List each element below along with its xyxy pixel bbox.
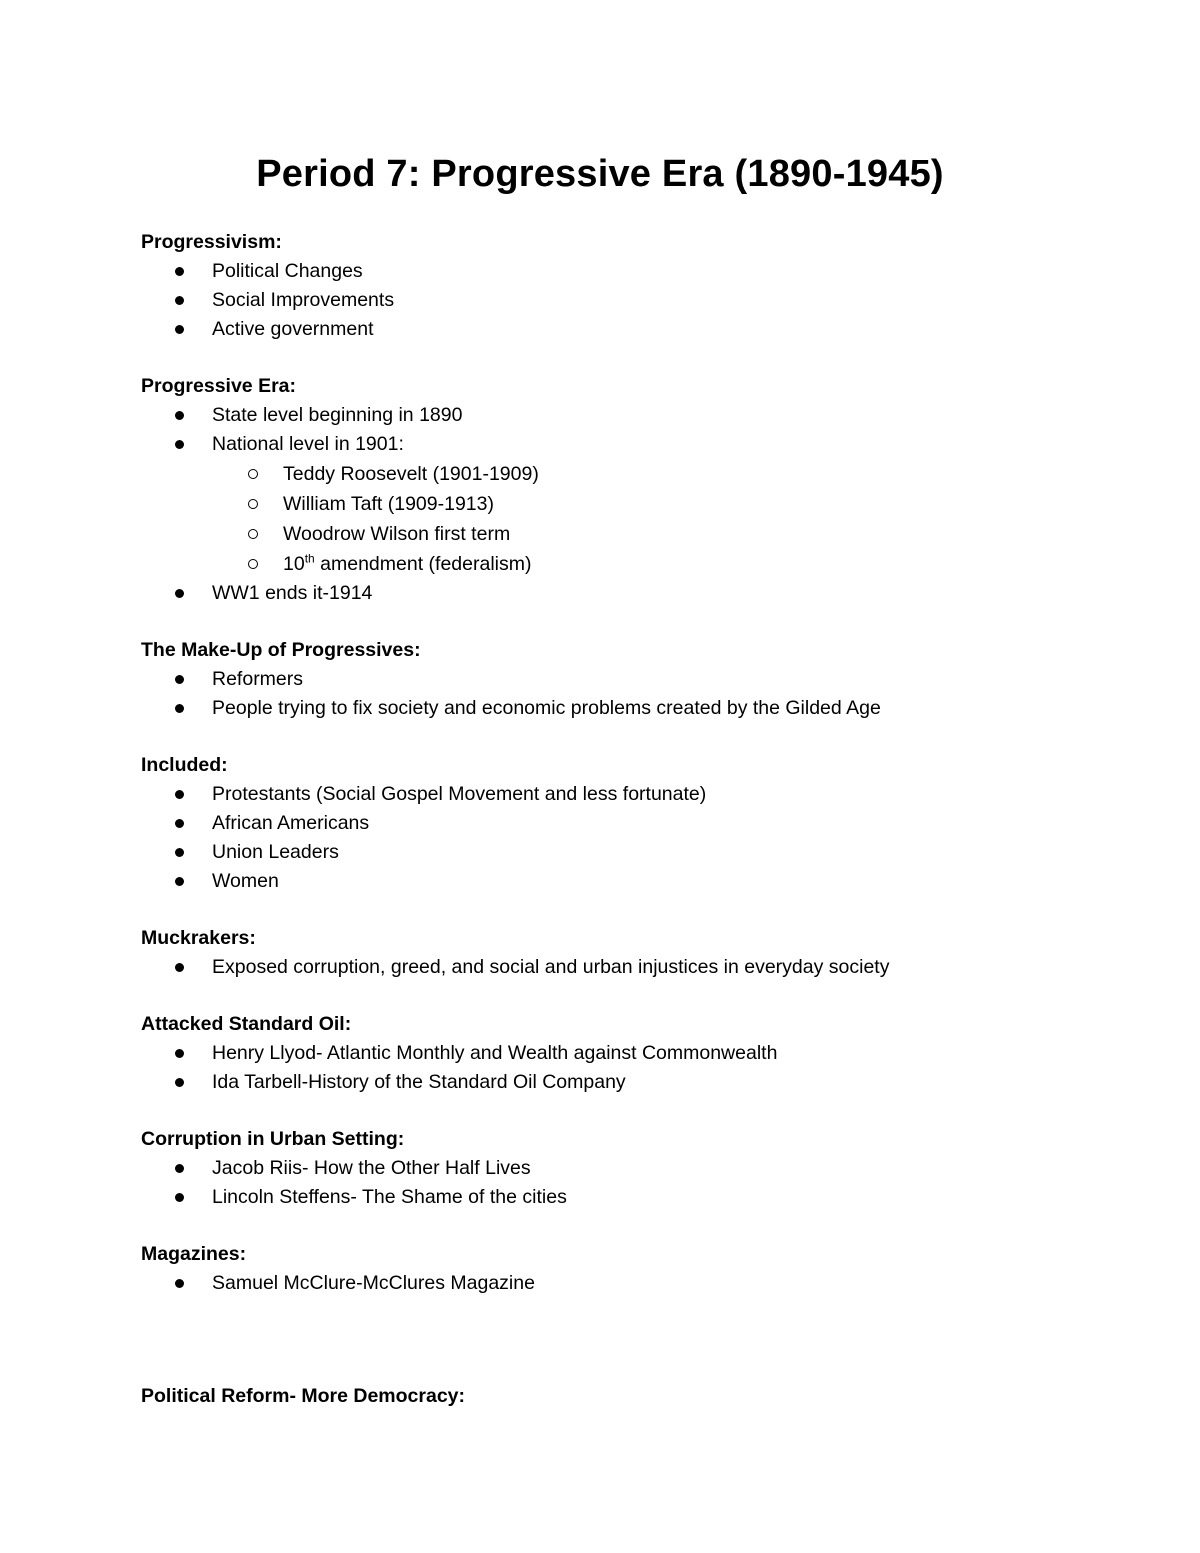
bullet-icon bbox=[175, 790, 184, 799]
bullet-icon bbox=[175, 440, 184, 449]
bullet-icon bbox=[175, 1049, 184, 1058]
bullet-icon bbox=[175, 819, 184, 828]
section-heading: Progressive Era: bbox=[141, 375, 297, 397]
hollow-bullet-icon bbox=[248, 529, 258, 539]
list-item: Jacob Riis- How the Other Half Lives bbox=[141, 1154, 1061, 1183]
section-heading: The Make-Up of Progressives: bbox=[141, 639, 421, 661]
section-heading: Progressivism: bbox=[141, 231, 282, 253]
list-item: Reformers bbox=[141, 665, 1061, 694]
section-urban-corruption bbox=[141, 1125, 1061, 1212]
hollow-bullet-icon bbox=[248, 499, 258, 509]
bullet-icon bbox=[175, 1078, 184, 1087]
list-item: Active government bbox=[141, 315, 1061, 344]
section-political-reform bbox=[141, 1382, 1061, 1411]
section-standard-oil bbox=[141, 1010, 1061, 1097]
bullet-list bbox=[141, 1269, 1061, 1298]
hollow-bullet-icon bbox=[248, 469, 258, 479]
list-item: People trying to fix society and economic problems created by the Gilded Age bbox=[141, 694, 1061, 723]
section-heading: Political Reform- More Democracy: bbox=[141, 1385, 466, 1407]
list-item: Women bbox=[141, 867, 1061, 896]
sub-list-item: William Taft (1909-1913) bbox=[141, 489, 1061, 519]
bullet-icon bbox=[175, 1164, 184, 1173]
list-item: State level beginning in 1890 bbox=[141, 401, 1061, 430]
list-item: African Americans bbox=[141, 809, 1061, 838]
hollow-bullet-icon bbox=[248, 559, 258, 569]
section-heading: Magazines: bbox=[141, 1243, 247, 1265]
page-title: Period 7: Progressive Era (1890-1945) bbox=[256, 153, 944, 195]
bullet-list bbox=[141, 1039, 1061, 1097]
bullet-icon bbox=[175, 704, 184, 713]
bullet-list bbox=[141, 1154, 1061, 1212]
bullet-list bbox=[141, 780, 1061, 896]
bullet-icon bbox=[175, 877, 184, 886]
bullet-list bbox=[141, 953, 1061, 982]
section-progressive-era bbox=[141, 372, 1061, 608]
list-item: Samuel McClure-McClures Magazine bbox=[141, 1269, 1061, 1298]
list-item: WW1 ends it-1914 bbox=[141, 579, 1061, 608]
sub-list-item: 10th amendment (federalism) bbox=[141, 549, 1061, 579]
bullet-icon bbox=[175, 1279, 184, 1288]
list-item: Exposed corruption, greed, and social and urban injustices in everyday society bbox=[141, 953, 1061, 982]
section-magazines bbox=[141, 1240, 1061, 1298]
list-item: Political Changes bbox=[141, 257, 1061, 286]
bullet-icon bbox=[175, 675, 184, 684]
bullet-icon bbox=[175, 848, 184, 857]
list-item: National level in 1901: Teddy Roosevelt (1901-1909) William Taft (1909-1913) Woodrow Wilson first term 10th amendment (federalism) bbox=[141, 430, 1061, 579]
blank-space bbox=[141, 1326, 1061, 1382]
list-item: Social Improvements bbox=[141, 286, 1061, 315]
section-included bbox=[141, 751, 1061, 896]
section-heading: Muckrakers: bbox=[141, 927, 256, 949]
bullet-icon bbox=[175, 589, 184, 598]
bullet-list bbox=[141, 665, 1061, 723]
bullet-list bbox=[141, 257, 1061, 344]
list-item: Union Leaders bbox=[141, 838, 1061, 867]
sub-list-item: Woodrow Wilson first term bbox=[141, 519, 1061, 549]
bullet-icon bbox=[175, 296, 184, 305]
section-heading: Corruption in Urban Setting: bbox=[141, 1128, 405, 1150]
sub-bullet-list bbox=[141, 459, 1061, 579]
list-item: Henry Llyod- Atlantic Monthly and Wealth against Commonwealth bbox=[141, 1039, 1061, 1068]
section-makeup bbox=[141, 636, 1061, 723]
section-heading: Included: bbox=[141, 754, 228, 776]
sub-list-item: Teddy Roosevelt (1901-1909) bbox=[141, 459, 1061, 489]
section-progressivism bbox=[141, 228, 1061, 344]
document-body bbox=[141, 228, 1061, 1439]
bullet-icon bbox=[175, 1193, 184, 1202]
list-item: Ida Tarbell-History of the Standard Oil Company bbox=[141, 1068, 1061, 1097]
bullet-icon bbox=[175, 267, 184, 276]
section-heading: Attacked Standard Oil: bbox=[141, 1013, 352, 1035]
bullet-icon bbox=[175, 963, 184, 972]
bullet-list bbox=[141, 401, 1061, 608]
section-muckrakers bbox=[141, 924, 1061, 982]
list-item: Protestants (Social Gospel Movement and less fortunate) bbox=[141, 780, 1061, 809]
bullet-icon bbox=[175, 411, 184, 420]
list-item: Lincoln Steffens- The Shame of the cities bbox=[141, 1183, 1061, 1212]
bullet-icon bbox=[175, 325, 184, 334]
